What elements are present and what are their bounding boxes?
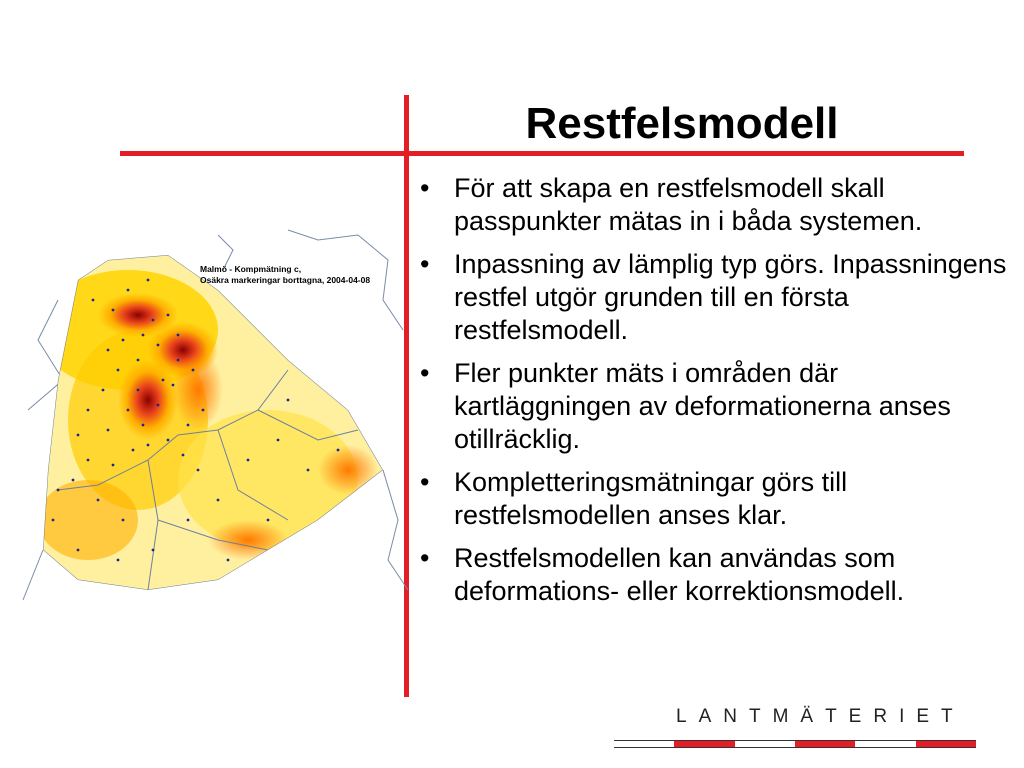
map-caption-line: Malmö - Kompmätning c, <box>200 264 302 274</box>
bullet-text: Inpassning av lämplig typ görs. Inpassningens restfel utgör grunden till en första restfelsmodell. <box>454 249 1007 345</box>
lantmateriet-logo-bar <box>614 740 976 748</box>
bullet-item <box>418 542 1018 608</box>
logo-bar-segment <box>735 740 795 748</box>
slide-title: Restfelsmodell <box>525 99 839 148</box>
bullet-marker: • <box>420 543 430 573</box>
logo-bar-segment <box>614 740 674 748</box>
bullet-item <box>418 357 1018 456</box>
logo-bar-segment <box>674 740 734 748</box>
bullet-text: Fler punkter mäts i områden där kartläggningen av deformationerna anses otillräcklig. <box>454 358 951 454</box>
bullet-text: För att skapa en restfelsmodell skall passpunkter mätas in i båda systemen. <box>454 173 923 236</box>
logo-bar-segment <box>795 740 855 748</box>
map-caption-line: Osäkra markeringar borttagna, 2004-04-08 <box>200 275 371 285</box>
bullet-list <box>418 172 1018 618</box>
bullet-marker: • <box>420 173 430 203</box>
bullet-item <box>418 466 1018 532</box>
bullet-text: Restfelsmodellen kan användas som deformations- eller korrektionsmodell. <box>454 543 905 606</box>
bullet-marker: • <box>420 467 430 497</box>
bullet-text: Kompletteringsmätningar görs till restfelsmodellen anses klar. <box>454 467 848 530</box>
logo-bar-segment <box>855 740 915 748</box>
map-caption <box>200 264 370 286</box>
bullet-marker: • <box>420 358 430 388</box>
lantmateriet-logo-text: LANTMÄTERIET <box>676 706 965 727</box>
bullet-marker: • <box>420 249 430 279</box>
bullet-item <box>418 248 1018 347</box>
logo-bar-segment <box>916 740 976 748</box>
bullet-item <box>418 172 1018 238</box>
